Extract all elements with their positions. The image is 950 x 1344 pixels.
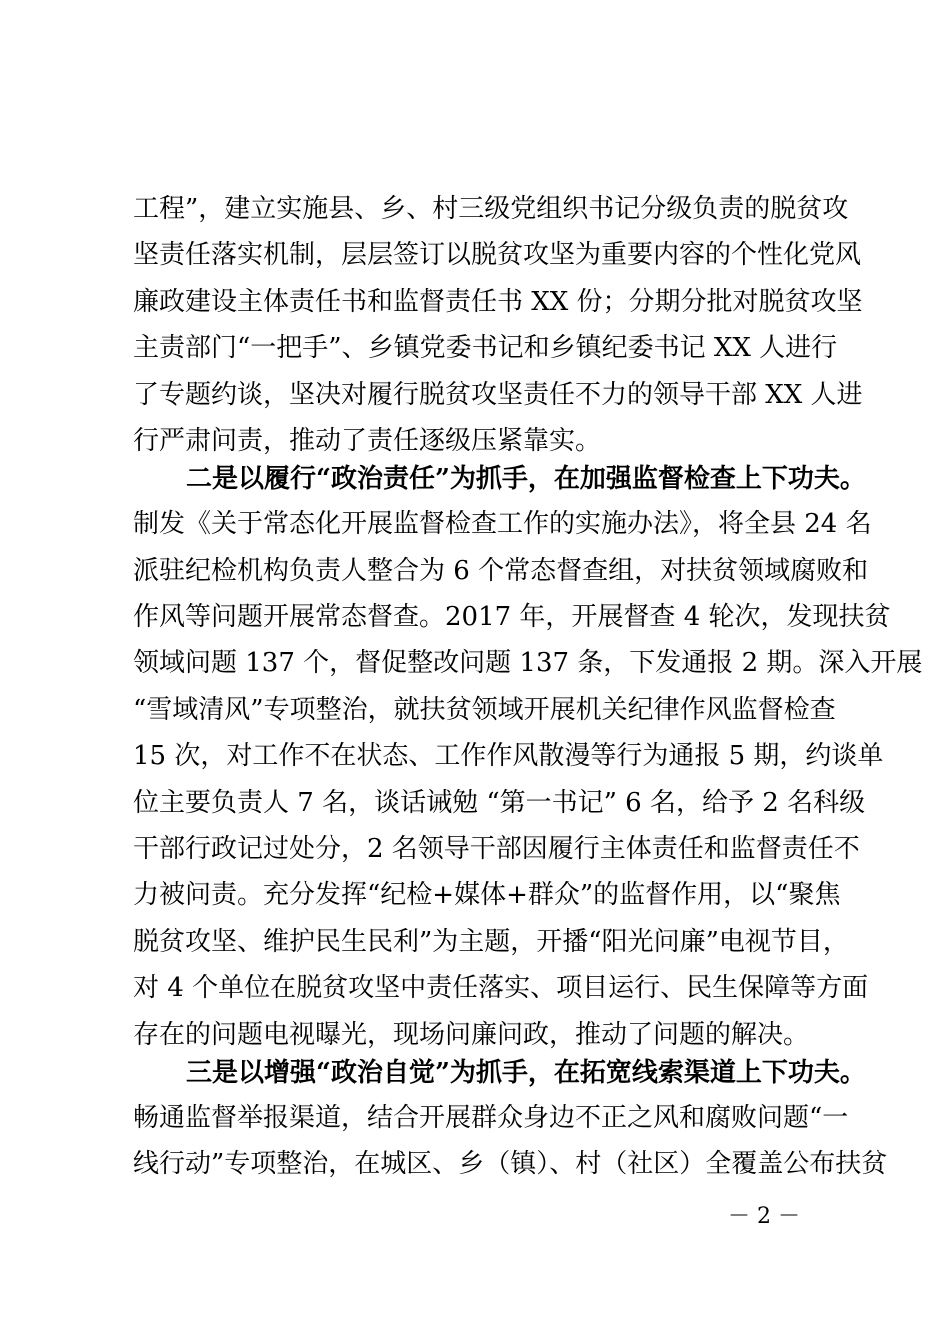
body-line: 主责部门“一把手”、乡镇党委书记和乡镇纪委书记 XX 人进行	[133, 333, 838, 363]
body-line: 畅通监督举报渠道，结合开展群众身边不正之风和腐败问题“一	[133, 1103, 849, 1133]
body-line: 制发《关于常态化开展监督检查工作的实施办法》，将全县 24 名	[133, 509, 872, 539]
body-line: 工程”，建立实施县、乡、村三级党组织书记分级负责的脱贫攻	[133, 194, 849, 224]
section-heading-2: 二是以履行“政治责任”为抓手，在加强监督检查上下功夫。	[186, 464, 866, 494]
body-line: 作风等问题开展常态督查。2017 年，开展督查 4 轮次，发现扶贫	[133, 602, 891, 632]
body-line: 脱贫攻坚、维护民生民利”为主题，开播“阳光问廉”电视节目，	[133, 927, 849, 957]
body-line: 派驻纪检机构负责人整合为 6 个常态督查组，对扶贫领域腐败和	[133, 556, 869, 586]
body-line: 廉政建设主体责任书和监督责任书 XX 份；分期分批对脱贫攻坚	[133, 287, 863, 317]
section-heading-3: 三是以增强“政治自觉”为抓手，在拓宽线索渠道上下功夫。	[186, 1058, 866, 1088]
body-line: 领域问题 137 个，督促整改问题 137 条，下发通报 2 期。深入开展	[133, 648, 923, 678]
body-line: 坚责任落实机制，层层签订以脱贫攻坚为重要内容的个性化党风	[133, 240, 862, 270]
body-line: 线行动”专项整治，在城区、乡（镇）、村（社区）全覆盖公布扶贫	[133, 1149, 888, 1179]
body-line: 力被问责。充分发挥“纪检+媒体+群众”的监督作用，以“聚焦	[133, 880, 841, 910]
body-line: 干部行政记过处分，2 名领导干部因履行主体责任和监督责任不	[133, 834, 860, 864]
body-line: 位主要负责人 7 名，谈话诫勉 “第一书记” 6 名，给予 2 名科级	[133, 788, 866, 818]
body-line: 对 4 个单位在脱贫攻坚中责任落实、项目运行、民生保障等方面	[133, 973, 869, 1003]
body-line: “雪域清风”专项整治，就扶贫领域开展机关纪律作风监督检查	[133, 695, 836, 725]
body-line: 了专题约谈，坚决对履行脱贫攻坚责任不力的领导干部 XX 人进	[133, 380, 863, 410]
body-line: 存在的问题电视曝光，现场问廉问政，推动了问题的解决。	[133, 1020, 810, 1050]
body-line: 15 次，对工作不在状态、工作作风散漫等行为通报 5 期，约谈单	[133, 741, 884, 771]
body-line: 行严肃问责，推动了责任逐级压紧靠实。	[133, 426, 602, 456]
page-number: － 2 －	[728, 1204, 800, 1229]
